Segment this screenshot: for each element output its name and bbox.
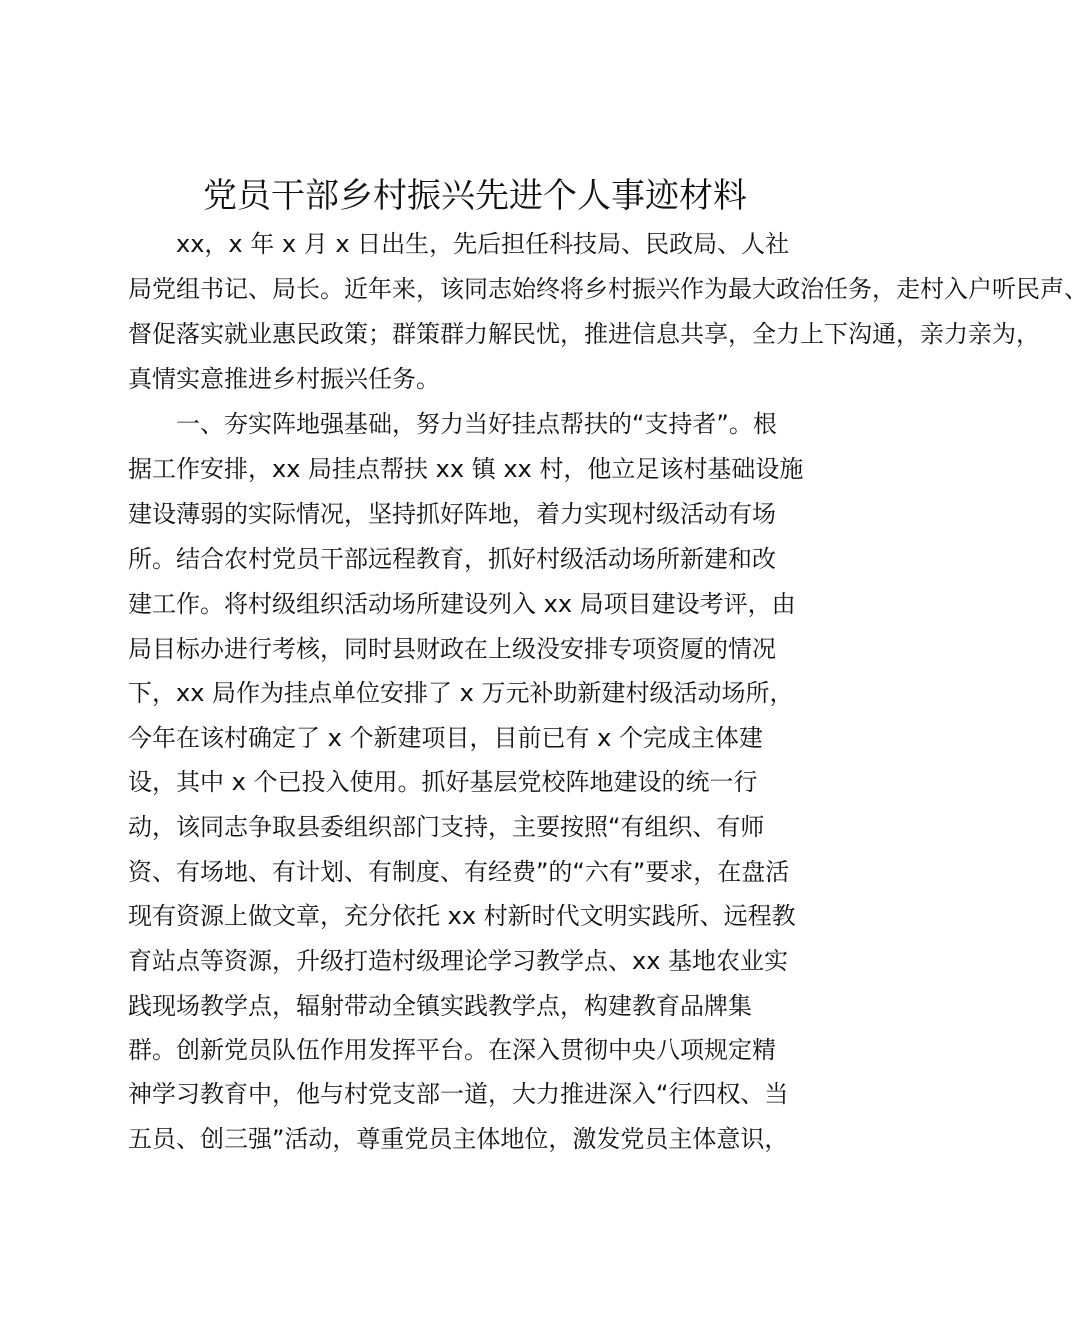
body-line: 群。创新党员队伍作用发挥平台。在深入贯彻中央八项规定精 (128, 1036, 776, 1064)
body-line: 建设薄弱的实际情况，坚持抓好阵地，着力实现村级活动有场 (128, 500, 776, 528)
body-line: 育站点等资源，升级打造村级理论学习教学点、xx 基地农业实 (128, 947, 789, 975)
body-line: 践现场教学点，辐射带动全镇实践教学点，构建教育品牌集 (128, 992, 752, 1020)
body-line: 现有资源上做文章，充分依托 xx 村新时代文明实践所、远程教 (128, 902, 796, 930)
intro-line: xx，x 年 x 月 x 日出生，先后担任科技局、民政局、人社 (176, 230, 790, 258)
body-line: 据工作安排，xx 局挂点帮扶 xx 镇 xx 村，他立足该村基础设施 (128, 455, 804, 483)
body-line: 局目标办进行考核，同时县财政在上级没安排专项资厦的情况 (128, 635, 776, 663)
section-heading-line: 一、夯实阵地强基础，努力当好挂点帮扶的“支持者”。根 (176, 410, 777, 438)
intro-line: 真情实意推进乡村振兴任务。 (128, 365, 440, 393)
body-line: 资、有场地、有计划、有制度、有经费”的“六有”要求，在盘活 (128, 858, 790, 886)
body-line: 建工作。将村级组织活动场所建设列入 xx 局项目建设考评，由 (128, 590, 796, 618)
body-line: 设，其中 x 个已投入使用。抓好基层党校阵地建设的统一行 (128, 768, 758, 796)
body-line: 今年在该村确定了 x 个新建项目，目前已有 x 个完成主体建 (128, 724, 763, 752)
intro-line: 督促落实就业惠民政策；群策群力解民忧，推进信息共享，全力上下沟通，亲力亲为， (128, 320, 1040, 348)
body-line: 下，xx 局作为挂点单位安排了 x 万元补助新建村级活动场所， (128, 679, 794, 707)
body-line: 所。结合农村党员干部远程教育，抓好村级活动场所新建和改 (128, 545, 776, 573)
body-line: 神学习教育中，他与村党支部一道，大力推进深入“行四权、当 (128, 1080, 789, 1108)
body-line: 动，该同志争取县委组织部门支持，主要按照“有组织、有师 (128, 813, 765, 841)
intro-line: 局党组书记、局长。近年来，该同志始终将乡村振兴作为最大政治任务，走村入户听民声、 (128, 275, 1088, 303)
body-line: 五员、创三强”活动，尊重党员主体地位，激发党员主体意识， (128, 1125, 789, 1153)
document-title: 党员干部乡村振兴先进个人事迹材料 (203, 176, 747, 216)
